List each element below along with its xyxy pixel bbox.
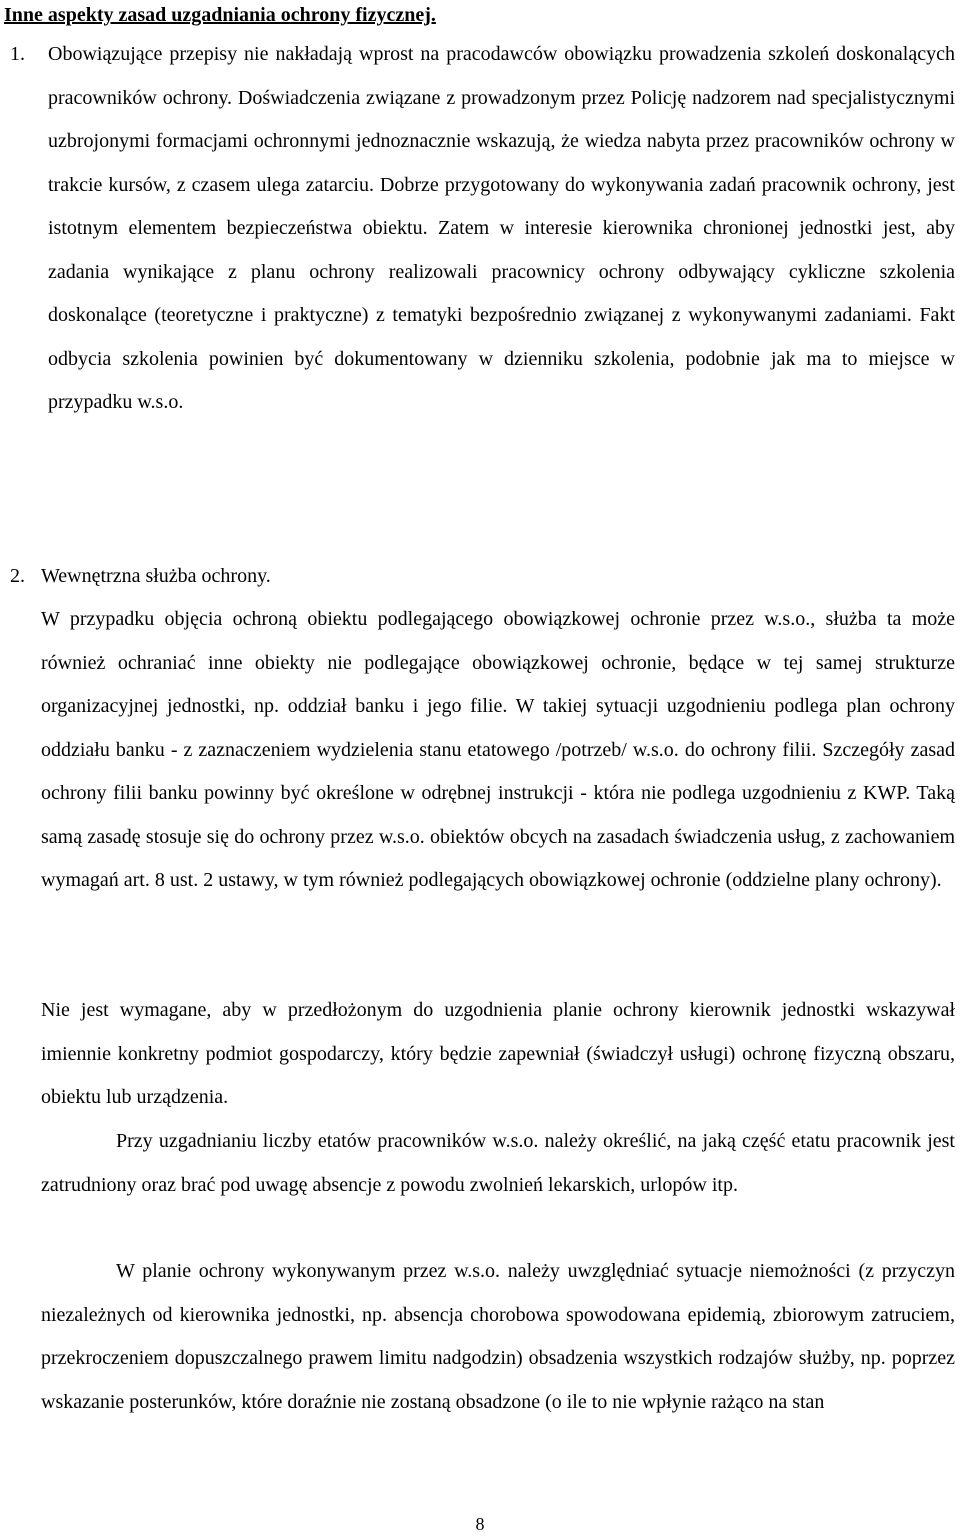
section-2-number: 2. bbox=[10, 565, 25, 587]
section-2-paragraph-3: Przy uzgadnianiu liczby etatów pracowników w.s.o. należy określić, na jaką część etatu pracownik jest zatrudniony oraz brać pod uwagę absencje z powodu zwolnień lekarskich, urlopów itp. bbox=[41, 1130, 955, 1196]
page-number: 8 bbox=[475, 1514, 485, 1534]
section-1-number: 1. bbox=[10, 43, 25, 65]
section-2-paragraph-2: Nie jest wymagane, aby w przedłożonym do uzgodnienia planie ochrony kierownik jednostki wskazywał imiennie konkretny podmiot gospodarczy, który będzie zapewniał (świadczył usługi) ochronę fizyczną obszaru, obiektu lub urządzenia. bbox=[41, 999, 955, 1108]
section-2-paragraph-1: W przypadku objęcia ochroną obiektu podlegającego obowiązkowej ochronie przez w.s.o., służba ta może również ochraniać inne obiekty nie podlegające obowiązkowej ochronie, będące w tej samej strukturze organizacyjnej jednostki, np. oddział banku i jego filie. W takiej sytuacji uzgodnieniu podlega plan ochrony oddziału banku - z zaznaczeniem wydzielenia stanu etatowego /potrzeb/ w.s.o. do ochrony filii. Szczegóły zasad ochrony filii banku powinny być określone w odrębnej instrukcji - która nie podlega uzgodnieniu z KWP. Taką samą zasadę stosuje się do ochrony przez w.s.o. obiektów obcych na zasadach świadczenia usług, z zachowaniem wymagań art. 8 ust. 2 ustawy, w tym również podlegających obowiązkowej ochronie (oddzielne plany ochrony). bbox=[41, 608, 955, 891]
page-title: Inne aspekty zasad uzgadniania ochrony fizycznej. bbox=[4, 4, 436, 26]
section-2-paragraph-4: W planie ochrony wykonywanym przez w.s.o. należy uwzględniać sytuacje niemożności (z przyczyn niezależnych od kierownika jednostki, np. absencja chorobowa spowodowana epidemią, zbiorowym zatruciem, przekroczeniem dopuszczalnego prawem limitu nadgodzin) obsadzenia wszystkich rodzajów służby, np. poprzez wskazanie posterunków, które doraźnie nie zostaną obsadzone (o ile to nie wpłynie rażąco na stan bbox=[41, 1260, 955, 1413]
section-1-paragraph: Obowiązujące przepisy nie nakładają wprost na pracodawców obowiązku prowadzenia szkoleń doskonalących pracowników ochrony. Doświadczenia związane z prowadzonym przez Policję nadzorem nad specjalistycznymi uzbrojonymi formacjami ochronnymi jednoznacznie wskazują, że wiedza nabyta przez pracowników ochrony w trakcie kursów, z czasem ulega zatarciu. Dobrze przygotowany do wykonywania zadań pracownik ochrony, jest istotnym elementem bezpieczeństwa obiektu. Zatem w interesie kierownika chronionej jednostki jest, aby zadania wynikające z planu ochrony realizowali pracownicy ochrony odbywający cykliczne szkolenia doskonalące (teoretyczne i praktyczne) z tematyki bezpośrednio związanej z wykonywanymi zadaniami. Fakt odbycia szkolenia powinien być dokumentowany w dzienniku szkolenia, podobnie jak ma to miejsce w przypadku w.s.o. bbox=[48, 43, 955, 413]
section-2-heading: Wewnętrzna służba ochrony. bbox=[41, 565, 271, 587]
